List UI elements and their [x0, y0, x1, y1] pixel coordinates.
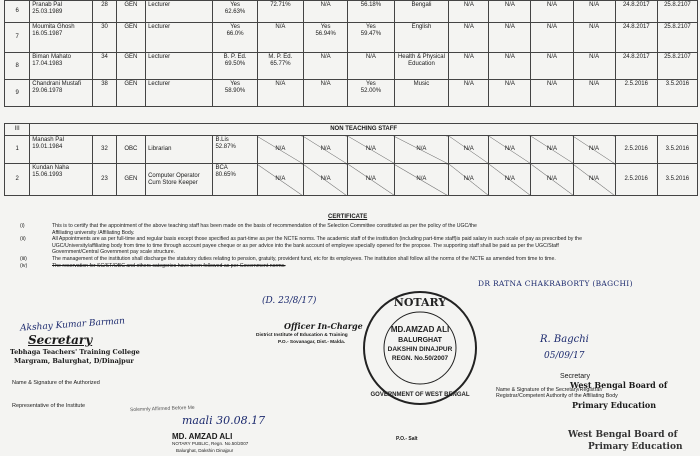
staff-name-dob — [30, 136, 93, 164]
na-cell: N/A — [573, 136, 615, 164]
right-signature-text: DR RATNA CHAKRABORTY (BAGCHI) — [478, 279, 633, 288]
officer-line-1: District Institute of Education & Training — [256, 333, 348, 338]
date-2: 3.5.2016 — [657, 164, 697, 196]
stamp-bottom-text: GOVERNMENT OF WEST BENGAL — [370, 392, 470, 398]
post: Lecturer — [146, 1, 213, 23]
cell-line: Chandrani Mustafi — [32, 81, 81, 87]
na-cell: N/A — [257, 164, 303, 196]
na-cell: N/A — [449, 23, 489, 53]
na-cell: N/A — [303, 164, 347, 196]
na-cell: N/A — [489, 136, 531, 164]
na-cell: N/A — [489, 1, 531, 23]
certificate-item-text: The management of the institution shall discharge the statutory duties relating to pension, gratuity, provident fund, etc for its employees. The institution shall follow all the norms of the NCTE as amended from time to time. — [52, 255, 556, 262]
certificate-item-text: This is to certify that the appointment of the above teaching staff has been made on the basis of recommendation of the Selection Committee constituted as per the policy of the UGC/the — [52, 223, 477, 229]
cell-line: 29.06.1978 — [32, 88, 63, 94]
left-seal-org: Tebhaga Teachers' Training College — [10, 348, 140, 356]
sl-no: 2 — [5, 164, 30, 196]
age: 34 — [93, 53, 116, 80]
date-2: 25.8.2107 — [657, 53, 697, 80]
cell-line: 80.65% — [215, 172, 236, 178]
post: Lecturer — [146, 80, 213, 107]
cell-line: Yes — [230, 81, 240, 87]
certificate-item — [20, 223, 695, 230]
na-cell: N/A — [489, 164, 531, 196]
subject: Bengali — [394, 1, 449, 23]
na-cell: N/A — [394, 136, 449, 164]
table-row — [5, 53, 698, 80]
notary-line-2: Balurghat, Dakshin Dinajpur — [176, 448, 234, 453]
na-cell: N/A — [531, 53, 573, 80]
na-cell: N/A — [394, 164, 449, 196]
cell-line: 19.01.1984 — [32, 144, 63, 150]
left-caption: Name & Signature of the Authorized — [12, 380, 100, 386]
na-cell: N/A — [531, 164, 573, 196]
certificate-heading: CERTIFICATE — [328, 214, 368, 220]
left-seal-title: Secretary — [28, 333, 93, 347]
qual-3 — [304, 80, 348, 107]
cell-line: 72.71% — [270, 2, 291, 8]
cell-line: 58.90% — [224, 88, 246, 94]
na-cell: N/A — [449, 164, 489, 196]
right-board: West Bengal Board of — [570, 380, 668, 390]
subject: Health & Physical Education — [394, 53, 449, 80]
na-cell: N/A — [531, 23, 573, 53]
na-cell: N/A — [573, 80, 615, 107]
qual-1 — [213, 80, 257, 107]
cell-line: B. P. Ed. — [223, 54, 247, 60]
post: Lecturer — [146, 53, 213, 80]
category: GEN — [116, 80, 145, 107]
right-board-2: Primary Education — [572, 400, 657, 410]
cell-line: 52.87% — [215, 144, 236, 150]
cell-line: 65.77% — [270, 61, 291, 67]
stamp-line-3: DAKSHIN DINAJPUR — [387, 346, 453, 353]
date-1: 24.8.2017 — [615, 1, 657, 23]
na-cell: N/A — [303, 136, 347, 164]
na-cell: N/A — [449, 53, 489, 80]
age: 30 — [93, 23, 116, 53]
certificate-item-text: Affiliating university /Affiliating Body. — [52, 229, 135, 236]
cell-line: B.Lis — [215, 137, 229, 143]
cell-line: N/A — [275, 81, 286, 87]
cell-line: Yes — [230, 24, 240, 30]
notary-name: MD. AMZAD ALI — [172, 432, 233, 441]
table-row — [5, 136, 698, 164]
na-cell: N/A — [489, 53, 531, 80]
subject: Music — [394, 80, 449, 107]
certificate-item-number: (iii) — [20, 255, 27, 262]
cell-line: N/A — [320, 54, 331, 60]
sl-no: 6 — [5, 1, 30, 23]
cell-line: 16.05.1987 — [32, 31, 63, 37]
cell-line: M. P. Ed. — [268, 54, 293, 60]
left-caption-2: Representative of the Institute — [12, 403, 86, 409]
cell-line: BCA — [215, 165, 228, 171]
certificate-item-number — [20, 249, 52, 256]
age: 23 — [93, 164, 116, 196]
age: 28 — [93, 1, 116, 23]
date-1: 24.8.2017 — [615, 23, 657, 53]
notary-stamp — [360, 288, 480, 408]
qual-2 — [257, 80, 303, 107]
qual-1 — [213, 164, 257, 196]
stamp-line-1: MD.AMZAD ALI — [390, 325, 450, 334]
certificate-item-number — [20, 243, 52, 250]
attested-text: Solemnly Affirmed Before Me — [129, 404, 195, 414]
cell-line: 52.00% — [360, 88, 382, 94]
qual-3 — [304, 1, 348, 23]
certificate-item — [20, 236, 695, 243]
staff-name-dob — [30, 164, 93, 196]
category: GEN — [116, 53, 145, 80]
cell-line: Pranab Pal — [32, 2, 62, 8]
na-cell: N/A — [489, 23, 531, 53]
na-cell: N/A — [489, 80, 531, 107]
bottom-right-board: West Bengal Board of — [568, 430, 678, 440]
right-caption-2: Registrar/Competent Authority of the Affiliating Body — [496, 393, 618, 399]
certificate-item-number: (iv) — [20, 262, 28, 269]
na-cell: N/A — [449, 136, 489, 164]
category: GEN — [116, 1, 145, 23]
post: Computer Operator Cum Store Keeper — [146, 164, 213, 196]
na-cell: N/A — [573, 164, 615, 196]
cell-line: Moumita Ghosh — [32, 24, 75, 30]
na-cell: N/A — [573, 1, 615, 23]
qual-4 — [348, 23, 394, 53]
attested-signature: maali 30.08.17 — [182, 414, 266, 427]
cell-line: 25.03.1989 — [32, 9, 63, 15]
cell-line: Yes — [230, 2, 240, 8]
sl-no: 8 — [5, 53, 30, 80]
date-1: 2.5.2016 — [615, 80, 657, 107]
na-cell: N/A — [348, 164, 394, 196]
na-cell: N/A — [449, 1, 489, 23]
staff-name-dob — [30, 23, 93, 53]
cell-line: Yes — [366, 24, 376, 30]
certificate-item — [20, 263, 695, 270]
qual-3 — [304, 53, 348, 80]
qual-4 — [348, 1, 394, 23]
subject: English — [394, 23, 449, 53]
cell-line: N/A — [320, 81, 331, 87]
na-cell: N/A — [531, 136, 573, 164]
staff-name-dob — [30, 80, 93, 107]
table-row — [5, 1, 698, 23]
cell-line: Yes — [320, 24, 331, 30]
certificate-item — [20, 249, 695, 256]
certificate-item-text: All Appointments are as per full-time and regular basis except those specified as part-time as per the NCTE norms. The academic staff of the institution (including part-time staff)is paid salary in such scale of pay as prescribed by the — [52, 236, 582, 243]
table-row — [5, 23, 698, 53]
post-office-text: P.O.- Salt — [396, 436, 418, 442]
cell-line: 66.0% — [226, 31, 244, 37]
cell-line: N/A — [365, 54, 376, 60]
na-cell: N/A — [531, 80, 573, 107]
stamp-line-4: REGN. No.50/2007 — [391, 355, 449, 362]
right-signature: R. Bagchi — [540, 334, 589, 345]
bottom-right-board-2: Primary Education — [588, 442, 683, 452]
section-number: III — [5, 124, 30, 136]
staff-name-dob — [30, 1, 93, 23]
cell-line: 17.04.1983 — [32, 61, 63, 67]
age: 32 — [93, 136, 116, 164]
left-seal-address: Margram, Balurghat, D/Dinajpur — [14, 357, 134, 365]
cell-line: 62.63% — [224, 9, 246, 15]
na-cell: N/A — [573, 23, 615, 53]
cell-line: N/A — [275, 24, 286, 30]
section-title: NON TEACHING STAFF — [30, 124, 698, 136]
na-cell: N/A — [257, 136, 303, 164]
sl-no: 7 — [5, 23, 30, 53]
cell-line: Yes — [366, 81, 376, 87]
right-signature-date: 05/09/17 — [544, 351, 585, 361]
date-1: 2.5.2016 — [615, 136, 657, 164]
cell-line: Manash Pal — [32, 137, 64, 143]
category: GEN — [116, 23, 145, 53]
certificate-item-text: UGC/University/affiliating body from time to time through account payee cheque or as per advice into the bank account of employee specially opened for the propose. The supporting staff shall be paid as per the UGC/Staff — [52, 242, 559, 249]
cell-line: 69.50% — [224, 61, 246, 67]
qual-2 — [257, 23, 303, 53]
date-1: 24.8.2017 — [615, 53, 657, 80]
cell-line: Kundan Naha — [32, 165, 69, 171]
cell-line: N/A — [320, 2, 331, 8]
sl-no: 9 — [5, 80, 30, 107]
stamp-line-2: BALURGHAT — [398, 337, 442, 344]
right-caption: Name & Signature of the Secretary/Registrar/ — [496, 387, 603, 393]
sl-no: 1 — [5, 136, 30, 164]
table-row — [5, 164, 698, 196]
certificate-item — [20, 230, 695, 237]
certificate-item — [20, 243, 695, 250]
cell-line: Biman Mahato — [32, 54, 71, 60]
post: Librarian — [146, 136, 213, 164]
qual-4 — [348, 53, 394, 80]
left-signature: Akshay Kumar Barman — [19, 316, 126, 334]
right-title: Secretary — [560, 373, 590, 380]
certificate-item-number: (ii) — [20, 236, 26, 243]
cell-line: 59.47% — [360, 31, 382, 37]
category: GEN — [116, 164, 145, 196]
na-cell: N/A — [573, 53, 615, 80]
non-teaching-table — [4, 123, 698, 196]
teaching-staff-table — [4, 0, 698, 107]
notary-line-1: NOTARY PUBLIC, Regn. No.50/2007 — [172, 441, 249, 446]
staff-name-dob — [30, 53, 93, 80]
certificate-item-text: The reservation for SC/ST/OBC and others categories have been followed as per Government norms. — [52, 262, 286, 269]
qual-4 — [348, 80, 394, 107]
category: OBC — [116, 136, 145, 164]
officer-signature: (D. 23/8/17) — [262, 296, 317, 306]
date-1: 2.5.2016 — [615, 164, 657, 196]
officer-title: Officer In-Charge — [284, 321, 363, 331]
na-cell: N/A — [348, 136, 394, 164]
post: Lecturer — [146, 23, 213, 53]
date-2: 25.8.2107 — [657, 23, 697, 53]
date-2: 25.8.2107 — [657, 1, 697, 23]
qual-3 — [304, 23, 348, 53]
cell-line: 56.18% — [360, 2, 382, 8]
table-row — [5, 80, 698, 107]
date-2: 3.5.2016 — [657, 136, 697, 164]
stamp-top-text: NOTARY — [393, 296, 447, 309]
certificate-item-number — [20, 230, 52, 237]
cell-line: 15.06.1993 — [32, 172, 63, 178]
qual-1 — [213, 53, 257, 80]
age: 38 — [93, 80, 116, 107]
cell-line: 56.94% — [315, 31, 336, 37]
certificate-item — [20, 256, 695, 263]
na-cell: N/A — [531, 1, 573, 23]
qual-1 — [213, 1, 257, 23]
certificate-body — [20, 223, 695, 269]
qual-2 — [257, 53, 303, 80]
certificate-item-text: Government/Central Government pay scale structure. — [52, 249, 176, 256]
date-2: 3.5.2016 — [657, 80, 697, 107]
qual-1 — [213, 136, 257, 164]
certificate-item-number: (i) — [20, 223, 25, 229]
qual-1 — [213, 23, 257, 53]
officer-line-2: P.O.- Sovanagar, Dist.- Malda. — [278, 340, 346, 345]
qual-2 — [257, 1, 303, 23]
na-cell: N/A — [449, 80, 489, 107]
